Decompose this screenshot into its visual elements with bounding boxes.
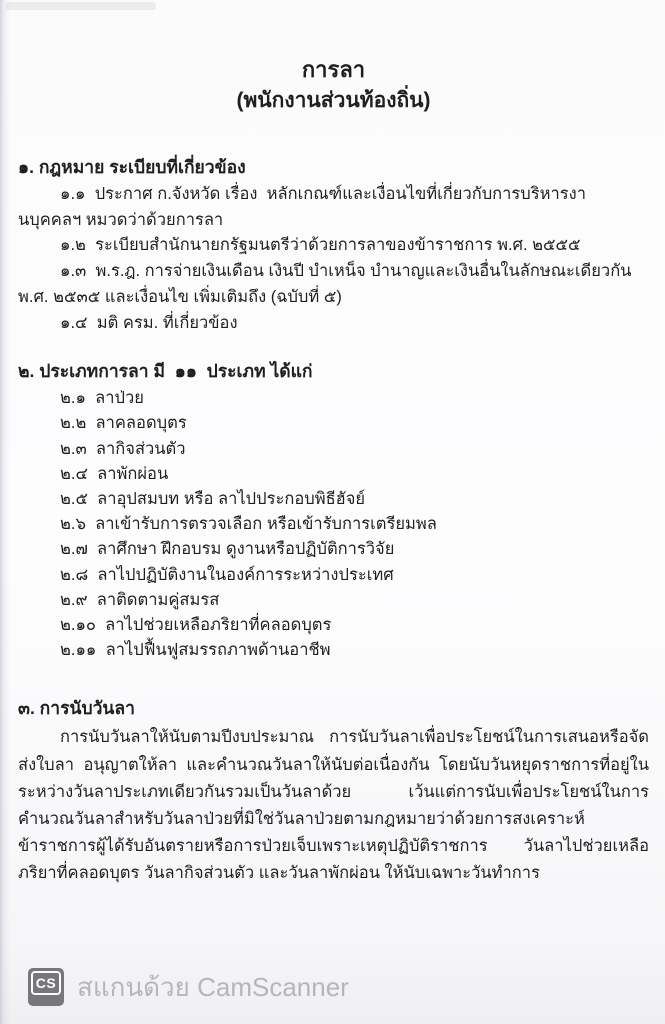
list-item: ๒.๑๐ ลาไปช่วยเหลือภริยาที่คลอดบุตร xyxy=(60,616,332,635)
section-day-counting xyxy=(18,695,649,887)
list-item: ๒.๑๑ ลาไปฟื้นฟูสมรรถภาพด้านอาชีพ xyxy=(60,641,331,660)
section-leave-types xyxy=(18,358,649,663)
list-item: ๒.๕ ลาอุปสมบท หรือ ลาไปประกอบพิธีฮัจย์ xyxy=(60,490,366,509)
document-page xyxy=(18,0,649,888)
camscanner-footer xyxy=(28,968,349,1006)
list-item: ๒.๑ ลาป่วย xyxy=(60,389,144,408)
list-item: ๑.๒ ระเบียบสำนักนายกรัฐมนตรีว่าด้วยการลาของข้าราชการ พ.ศ. ๒๕๕๕ xyxy=(60,236,581,255)
list-item: ๒.๒ ลาคลอดบุตร xyxy=(60,414,187,433)
camscanner-logo-icon xyxy=(28,968,64,1006)
section-laws-heading: ๑. กฎหมาย ระเบียบที่เกี่ยวข้อง xyxy=(18,157,246,177)
section-leave-types-heading: ๒. ประเภทการลา มี ๑๑ ประเภท ได้แก่ xyxy=(18,361,313,382)
document-subtitle: (พนักงานส่วนท้องถิ่น) xyxy=(236,89,431,112)
document-title: การลา xyxy=(301,57,366,82)
camscanner-label: สแกนด้วย CamScanner xyxy=(77,972,349,1002)
cs-logo-text: CS xyxy=(31,971,61,995)
list-item: ๑.๔ มติ ครม. ที่เกี่ยวข้อง xyxy=(60,313,238,332)
section-laws xyxy=(18,154,649,336)
list-item: ๒.๙ ลาติดตามคู่สมรส xyxy=(60,590,220,609)
list-item: ๒.๘ ลาไปปฏิบัติงานในองค์การระหว่างประเทศ xyxy=(60,565,394,584)
list-item: ๑.๓ พ.ร.ฎ. การจ่ายเงินเดือน เงินปี บำเหน็จ บำนาญและเงินอื่นในลักษณะเดียวกัน พ.ศ. ๒๕๓๕ และเงื่อนไข เพิ่มเติมถึง (ฉบับที่ ๕) xyxy=(18,262,637,306)
scan-edge-shadow xyxy=(0,0,10,1024)
section-laws-list xyxy=(18,182,649,336)
list-item: ๒.๔ ลาพักผ่อน xyxy=(60,464,169,483)
list-item: ๒.๗ ลาศึกษา ฝึกอบรม ดูงานหรือปฏิบัติการวิจัย xyxy=(60,540,395,559)
list-item: ๒.๓ ลากิจส่วนตัว xyxy=(60,439,186,458)
section-day-counting-heading: ๓. การนับวันลา xyxy=(18,698,135,719)
list-item: ๒.๖ ลาเข้ารับการตรวจเลือก หรือเข้ารับการเตรียมพล xyxy=(60,515,437,534)
list-item: ๑.๑ ประกาศ ก.จังหวัด เรื่อง หลักเกณฑ์และเงื่อนไขที่เกี่ยวกับการบริหารงานบุคคลฯ หมวดว่าด้วยการลา xyxy=(18,185,586,229)
section-leave-types-list xyxy=(18,386,649,663)
section-paragraph: การนับวันลาให้นับตามปีงบประมาณ การนับวันลาเพื่อประโยชน์ในการเสนอหรือจัดส่งใบลา อนุญาตให้ลา และคำนวณวันลาให้นับต่อเนื่องกัน โดยนับวันหยุดราชการที่อยู่ในระหว่างวันลาประเภทเดียวกันรวมเป็นวันลาด้วย เว้นแต่การนับเพื่อประโยชน์ในการคำนวณวันลาสำหรับวันลาป่วยที่มิใช่วันลาป่วยตามกฎหมายว่าด้วยการสงเคราะห์ข้าราชการผู้ได้รับอันตรายหรือการป่วยเจ็บเพราะเหตุปฏิบัติราชการ วันลาไปช่วยเหลือภริยาที่คลอดบุตร วันลากิจส่วนตัว และวันลาพักผ่อน ให้นับเฉพาะวันทำการ xyxy=(18,728,649,883)
